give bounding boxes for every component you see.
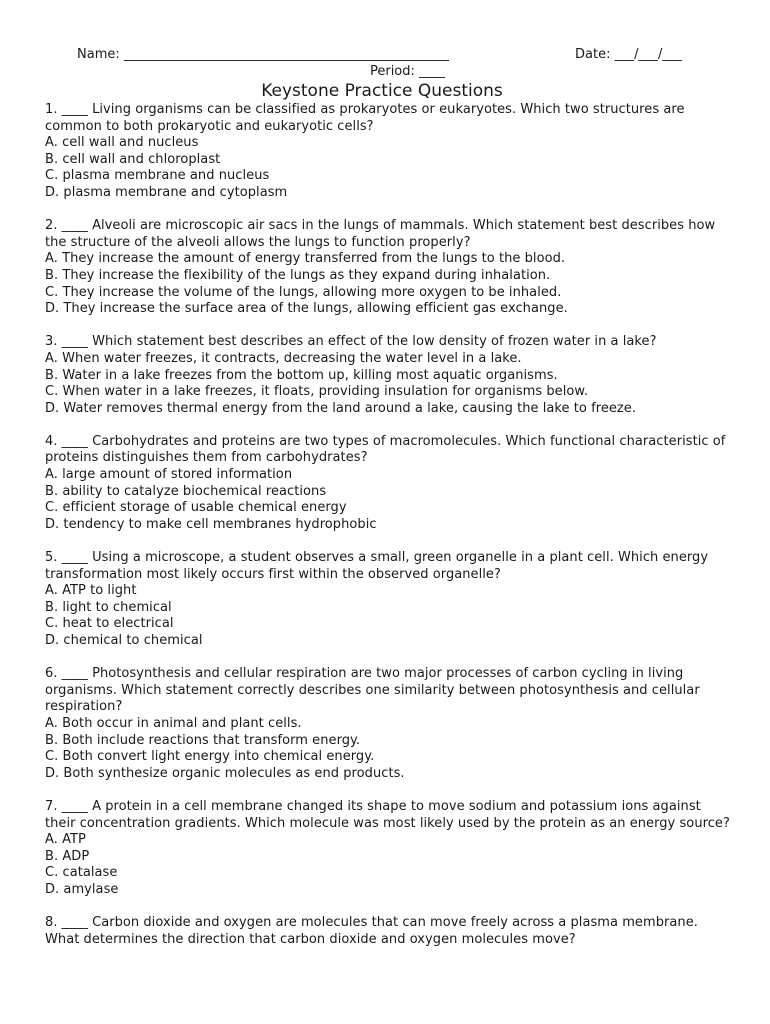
- answer-option: D. Both synthesize organic molecules as end products.: [45, 765, 405, 781]
- question-stem: 4. ____ Carbohydrates and proteins are two types of macromolecules. Which functional characteristic of proteins distinguishes them from carbohydrates?: [45, 433, 726, 466]
- answer-option: C. efficient storage of usable chemical energy: [45, 500, 347, 516]
- answer-option: B. light to chemical: [45, 599, 172, 615]
- question-item: [45, 434, 735, 534]
- answer-option: D. plasma membrane and cytoplasm: [45, 184, 288, 200]
- name-field: Name: __________________________________________________: [77, 47, 449, 62]
- answer-option: D. tendency to make cell membranes hydrophobic: [45, 516, 377, 532]
- question-item: [45, 218, 735, 318]
- answer-option: C. plasma membrane and nucleus: [45, 168, 270, 184]
- question-stem: 8. ____ Carbon dioxide and oxygen are molecules that can move freely across a plasma membrane. What determines the direction that carbon dioxide and oxygen molecules move?: [45, 915, 698, 947]
- answer-option: C. They increase the volume of the lungs, allowing more oxygen to be inhaled.: [45, 284, 562, 300]
- answer-option: C. When water in a lake freezes, it floats, providing insulation for organisms below.: [45, 384, 589, 400]
- answer-option: C. Both convert light energy into chemical energy.: [45, 749, 375, 765]
- answer-option: A. When water freezes, it contracts, decreasing the water level in a lake.: [45, 350, 522, 366]
- answer-option: D. They increase the surface area of the lungs, allowing efficient gas exchange.: [45, 301, 568, 317]
- question-stem: 6. ____ Photosynthesis and cellular respiration are two major processes of carbon cycling in living organisms. Which statement correctly describes one similarity between photosynthesis and cellular respiration?: [45, 666, 700, 715]
- answer-option: A. ATP: [45, 832, 86, 848]
- answer-option: A. ATP to light: [45, 583, 137, 599]
- header-row: [45, 46, 735, 63]
- date-field: Date: ___/___/___: [575, 47, 682, 62]
- question-list: [45, 102, 735, 948]
- question-item: [45, 334, 735, 417]
- question-stem: 1. ____ Living organisms can be classified as prokaryotes or eukaryotes. Which two structures are common to both prokaryotic and eukaryotic cells?: [45, 102, 685, 134]
- answer-option: C. catalase: [45, 865, 118, 881]
- answer-option: B. Water in a lake freezes from the bottom up, killing most aquatic organisms.: [45, 367, 558, 383]
- question-item: [45, 666, 735, 782]
- answer-option: B. ability to catalyze biochemical reactions: [45, 483, 327, 499]
- answer-option: D. Water removes thermal energy from the land around a lake, causing the lake to freeze.: [45, 400, 637, 416]
- answer-option: A. cell wall and nucleus: [45, 135, 199, 151]
- answer-option: A. Both occur in animal and plant cells.: [45, 715, 302, 731]
- answer-option: B. cell wall and chloroplast: [45, 151, 221, 167]
- answer-option: B. ADP: [45, 848, 90, 864]
- question-stem: 3. ____ Which statement best describes an effect of the low density of frozen water in a lake?: [45, 334, 657, 350]
- answer-option: D. chemical to chemical: [45, 633, 203, 648]
- question-stem: 2. ____ Alveoli are microscopic air sacs in the lungs of mammals. Which statement best describes how the structure of the alveoli allows the lungs to function properly?: [45, 218, 716, 250]
- answer-option: C. heat to electrical: [45, 616, 174, 632]
- question-stem: 7. ____ A protein in a cell membrane changed its shape to move sodium and potassium ions against their concentration gradients. Which molecule was most likely used by the protein as an energy source?: [45, 798, 730, 831]
- answer-option: B. Both include reactions that transform energy.: [45, 732, 361, 748]
- answer-option: B. They increase the flexibility of the lungs as they expand during inhalation.: [45, 267, 551, 283]
- question-item: [45, 102, 735, 202]
- answer-option: A. They increase the amount of energy transferred from the lungs to the blood.: [45, 251, 566, 267]
- worksheet-page: [45, 46, 735, 965]
- question-item: [45, 799, 735, 899]
- answer-option: A. large amount of stored information: [45, 467, 293, 483]
- question-item: [45, 550, 735, 650]
- question-stem: 5. ____ Using a microscope, a student observes a small, green organelle in a plant cell. Which energy transformation most likely occurs first within the observed organelle?: [45, 550, 709, 582]
- answer-option: D. amylase: [45, 881, 119, 897]
- period-field: Period: ____: [369, 64, 446, 79]
- question-item: [45, 915, 735, 948]
- page-title: Keystone Practice Questions: [261, 81, 503, 101]
